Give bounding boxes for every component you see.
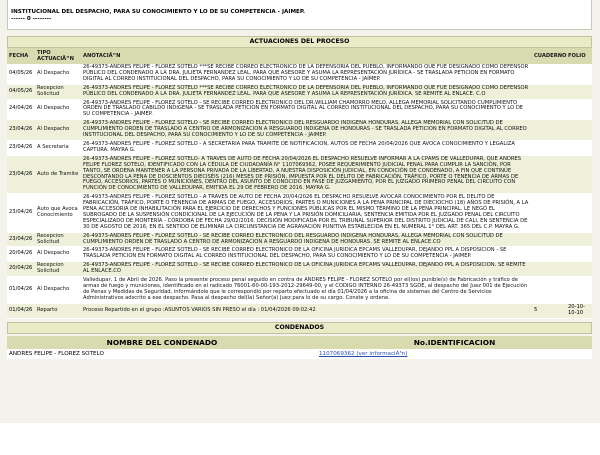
table-row [7, 84, 592, 99]
table-row [7, 247, 592, 262]
row-fecha: 23/04/26 [7, 140, 35, 155]
previous-annotation-separator: ------ 0 -------- [11, 16, 52, 23]
ver-informacion-link[interactable]: 1107069362 (ver informaciÃ³n) [319, 350, 408, 357]
row-folio [566, 99, 592, 120]
table-row [7, 232, 592, 247]
previous-annotation-line: INSTITUCIONAL DEL DESPACHO, PARA SU CONOCIMIENTO Y LO DE SU COMPETENCIA - JAIMEP. [11, 9, 306, 16]
row-anotacion: 26-49373-ANDRES FELIPE - FLOREZ SOTELO - SE RECIBE CORREO ELECTRONICO DE LA OFICINA JURIDICA EPCAMS VALLEDUPAR, DEJANDO PPL A DISPOSICION - SE TRASLADA PETICION EN FORMATO DIGITAL AL CORREO INSTITUCIONAL DEL DESPACHO, PARA SU CONOCIMIENTO Y LO DE SU COMPETENCIA - JAIMEP. [81, 247, 532, 262]
row-anotacion: 26-49373-ANDRES FELIPE - FLOREZ SOTELO - SE RECIBE CORREO ELECTRONICO DEL RESGUARDO INDIGENA HONDURAS, ALLEGA MEMORIAL CON SOLICITUD DE CUMPLIMIENTO ORDEN DE TRASLADO A CENTRO DE ARMONIZACION A RESGUARDO INDIGENA DE HONDURAS - SE TRASLADA PETICION EN FORMATO DIGITAL AL CORREO INSTITUCIONAL DEL DESPACHO, PARA SU CONOCIMIENTO Y LO DE SU COMPETENCIA - JAIMEP. [81, 120, 532, 141]
row-tipo: Reparto [35, 303, 81, 318]
row-cuaderno [532, 140, 566, 155]
actuaciones-section-title: ACTUACIONES DEL PROCESO [7, 36, 592, 48]
row-anotacion: 26-49373-ANDRES FELIPE - FLOREZ SOTELO - A TRAVÉS DE AUTO DE FECHA 20/04/2026 EL DESPACHO RESUELVE AVOCAR CONOCIMIENTO POR EL DELITO DE FABRICACIÓN, TRÁFICO, PORTE O TENENCIA DE ARMAS DE FUEGO, ACCESORIOS, PARTES O MUNICIONES A LA PENA PRINCIPAL DE DIECIOCHO (18) AÑOS DE PRISIÓN, A LA PENA ACCESORIA DE INHABILITACIÓN PARA EL EJERCICIO DE DERECHOS Y FUNCIONES PÚBLICAS POR EL MISMO TÉRMINO DE LA PENA PRINCIPAL. LE NEGÓ EL SUBROGADO DE LA SUSPENSIÓN CONDICIONAL DE LA EJECUCIÓN DE LA PENA Y LA PRISIÓN DOMICILIARIA, SENTENCIA EMITIDA POR EL JUZGADO PENAL DEL CIRCUITO ESPECIALIZADO DE MONTERÍA - CÓRDOBA DE FECHA 29/02/2016. DECISIÓN MODIFICADA POR EL TRIBUNAL SUPERIOR DEL DISTRITO JUDICIAL DE CALI, EN SENTENCIA DE 30 DE AGOSTO DE 2016, EN EL SENTIDO DE ELIMINAR LA CIRCUNSTANCIA DE AGRAVACIÓN PUNITIVA ESTABLECIDA EN EL NUMERAL 1° DEL ART. 365 DEL C.P. MAYRA G. [81, 194, 532, 232]
row-fecha: 24/04/26 [7, 99, 35, 120]
row-fecha: 23/04/26 [7, 194, 35, 232]
table-row [7, 277, 592, 304]
row-tipo: Recepcion Solicitud [35, 84, 81, 99]
row-fecha: 04/05/26 [7, 64, 35, 84]
column-header-folio: FOLIO [566, 48, 592, 64]
row-cuaderno [532, 232, 566, 247]
row-tipo: Al Despacho [35, 277, 81, 304]
row-cuaderno [532, 155, 566, 193]
row-anotacion: 26-49373-ANDRES FELIPE - FLOREZ SOTELO - SE RECIBE CORREO ELECTRONICO DEL DR.WILLIAM CHAMORRO MELO, ALLEGA MEMORIAL SOLICITANDO CUMPLIMIENTO ORDEN DE TRASLADO CABILDO INDIGENA - SE TRASLADA PETICION EN FORMATO DIGITAL AL CORREO INSTITUCIONAL DEL DESPACHO, PARA SU CONOCIMIENTO Y LO DE SU COMPETENCIA - JAIMEP. [81, 99, 532, 120]
column-header-anotacion: ANOTACIÃ“N [81, 48, 532, 64]
row-folio [566, 84, 592, 99]
row-tipo: Auto de Tramite [35, 155, 81, 193]
table-row [7, 303, 592, 318]
row-anotacion: 26-49373-ANDRES FELIPE - FLOREZ SOTELO - SE RECIBE CORREO ELECTRONICO DEL RESGUARDO INDIGENA HONDURAS, ALLEGA MEMORIAL CON SOLICITUD DE CUMPLIMIENTO ORDEN DE TRASLADO A CENTRO DE ARMONIZACION A RESGUARDO INDIGENA DE HONDURAS. SE REMITE AL ENLACE.CO [81, 232, 532, 247]
row-fecha: 01/04/26 [7, 277, 35, 304]
row-tipo: Al Despacho [35, 64, 81, 84]
row-cuaderno: 5 [532, 303, 566, 318]
row-folio [566, 120, 592, 141]
table-row [7, 262, 592, 277]
row-folio [566, 262, 592, 277]
row-anotacion: Proceso Repartido en el grupo :ASUNTOS VARIOS SIN PRESO el día : 01/04/2026 09:02:42 [81, 303, 532, 318]
table-row [7, 349, 592, 359]
row-fecha: 04/05/26 [7, 84, 35, 99]
condenados-header-row [7, 336, 592, 349]
column-header-nombre: NOMBRE DEL CONDENADO [7, 336, 317, 349]
row-tipo: Al Despacho [35, 99, 81, 120]
table-row [7, 99, 592, 120]
table-row [7, 120, 592, 141]
row-anotacion: 26-49373-ANDRES FELIPE - FLOREZ SOTELO ***SE RECIBE CORREO ELECTRÓNICO DE LA DEFENSORÍA DEL PUEBLO, INFORMANDO QUE FUE DESIGNADO COMO DEFENSOR PÚBLICO DEL CONDENADO A LA DRA. JULIETA FERNANDEZ LEAL. PARA QUE ASESORE Y ASUMA LA REPRESENTACIÓN JURÍDICA. SE REMITE AL ENLACE. C.O [81, 84, 532, 99]
row-cuaderno [532, 262, 566, 277]
row-tipo: Recepcion Solicitud [35, 262, 81, 277]
row-folio [566, 155, 592, 193]
column-header-tipo: TIPO ACTUACIÃ“N [35, 48, 81, 64]
row-anotacion: 26-49373-ANDRES FELIPE - FLOREZ SOTELO- A TRAVÉS DE AUTO DE FECHA 20/04/2026 EL DESPACHO RESUELVE INFORMAR A LA CPAMS DE VALLEDUPAR, QUE ANDRES FELIPE FLOREZ SOTELO, IDENTIFICADO CON LA CÉDULA DE CIUDADANÍA N° 1107069362, POSEE REQUERIMIENTO JUDICIAL PENAL PARA CUMPLIR LA SANCIÓN, POR TANTO, SE ORDENA MANTENER A LA PERSONA PRIVADA DE LA LIBERTAD, A NUESTRA DISPOSICIÓN JUDICIAL, EN CONDICIÓN DE CONDENADO, A FIN QUE CONTINÚE DESCONTANDO LA PENA DE DOSCIENTOS DIECISÉIS (216) MESES DE PRISIÓN, IMPUESTA POR EL DELITO DE FABRICACIÓN, TRÁFICO, PORTE O TENENCIA DE ARMAS DE FUEGO, ACCESORIOS, PARTES O MUNICIONES, DENTRO DEL ASUNTO DE CONOCIDO EN FASE DE JUZGAMIENTO, POR EL JUZGADO PRIMERO PENAL DEL CIRCUITO CON FUNCIÓN DE CONOCIMIENTO DE VALLEDUPAR, EMITIDA EL 29 DE FEBRERO DE 2016. MAYRA G. [81, 155, 532, 193]
row-tipo: A Secretaria [35, 140, 81, 155]
row-cuaderno [532, 64, 566, 84]
row-tipo: Recepcion Solicitud [35, 232, 81, 247]
condenado-nombre: ANDRES FELIPE - FLOREZ SOTELO [7, 349, 317, 359]
row-cuaderno [532, 277, 566, 304]
row-cuaderno [532, 247, 566, 262]
actuaciones-header-row [7, 48, 592, 64]
row-fecha: 23/04/26 [7, 155, 35, 193]
column-header-identificacion: No.IDENTIFICACION [317, 336, 592, 349]
row-anotacion: 26-49373-ANDRES FELIPE - FLOREZ SOTELO ***SE RECIBE CORREO ELECTRÓNICO DE LA DEFENSORÍA DEL PUEBLO, INFORMANDO QUE FUE DESIGNADO COMO DEFENSOR PÚBLICO DEL CONDENADO A LA DRA. JULIETA FERNANDEZ LEAL. PARA QUE ASESORE Y ASUMA LA REPRESENTACIÓN JURÍDICA - SE TRASLADA PETICION EN FORMATO DIGITAL AL CORREO INSTITUCIONAL DEL DESPACHO, PARA SU CONOCIMIENTO Y LO DE SU COMPETENCIA - JAIMEP. [81, 64, 532, 84]
column-header-fecha: FECHA [7, 48, 35, 64]
row-cuaderno [532, 84, 566, 99]
row-fecha: 23/04/26 [7, 232, 35, 247]
page-bottom-blank [0, 423, 600, 455]
condenados-table [7, 336, 592, 359]
row-cuaderno [532, 120, 566, 141]
previous-annotation-cut-line [11, 2, 588, 9]
row-fecha: 20/04/26 [7, 247, 35, 262]
row-folio [566, 247, 592, 262]
row-cuaderno [532, 194, 566, 232]
row-folio [566, 64, 592, 84]
row-folio [566, 277, 592, 304]
row-anotacion: Valledupar, 1 de Abril de 2026. Paso la presente proceso penal seguido en contra de ANDRES FELIPE - FLOREZ SOTELO por el(los) punible(s) de Fabricación y tráfico de armas de fuego y municiones, identificado en el radicado 76001-60-00-193-2012-29649-00, y el CODIGO INTERNO 26-49373 SGDE, al despacho del Juez 001 de Ejecución de Penas y Medidas de Seguridad, informándole que le correspondió por reparto efectuado el día 01/04/2026 a la oficina de sistemas del Centro de Servicios Administrativos adscrito a ese despacho. Pasa al despacho del(la) Señor(a) Juez para lo de su cargo. Conste y ordene. [81, 277, 532, 304]
previous-annotation-box [7, 0, 592, 30]
row-fecha: 23/04/26 [7, 120, 35, 141]
condenado-identificacion-cell [317, 349, 592, 359]
row-folio [566, 232, 592, 247]
row-cuaderno [532, 99, 566, 120]
table-row [7, 140, 592, 155]
row-fecha: 20/04/26 [7, 262, 35, 277]
column-header-cuaderno: CUADERNO [532, 48, 566, 64]
process-detail-page [7, 0, 592, 455]
row-anotacion: 26-49373-ANDRES FELIPE - FLOREZ SOTELO - SE RECIBE CORREO ELECTRONICO DE LA OFICINA JURIDICA EPCAMS VALLEDUPAR, DEJANDO PPL A DISPOSICION. SE REMITE AL ENLACE.CO [81, 262, 532, 277]
row-folio: 20-10-10-10 [566, 303, 592, 318]
table-row [7, 155, 592, 193]
row-tipo: Auto que Avoca Conocimiento [35, 194, 81, 232]
condenados-section-title: CONDENADOS [7, 322, 592, 334]
table-row [7, 64, 592, 84]
row-fecha: 01/04/26 [7, 303, 35, 318]
row-tipo: Al Despacho [35, 120, 81, 141]
row-folio [566, 194, 592, 232]
row-folio [566, 140, 592, 155]
actuaciones-table [7, 48, 592, 319]
row-anotacion: 26-49373-ANDRES FELIPE - FLOREZ SOTELO - A SECRETARÍA PARA TRÁMITE DE NOTIFICACIÓN, AUTOS DE FECHA 20/04/2026 QUE AVOCA CONOCIMIENTO Y LEGALIZA CAPTURA. MAYRA G. [81, 140, 532, 155]
row-tipo: Al Despacho [35, 247, 81, 262]
table-row [7, 194, 592, 232]
